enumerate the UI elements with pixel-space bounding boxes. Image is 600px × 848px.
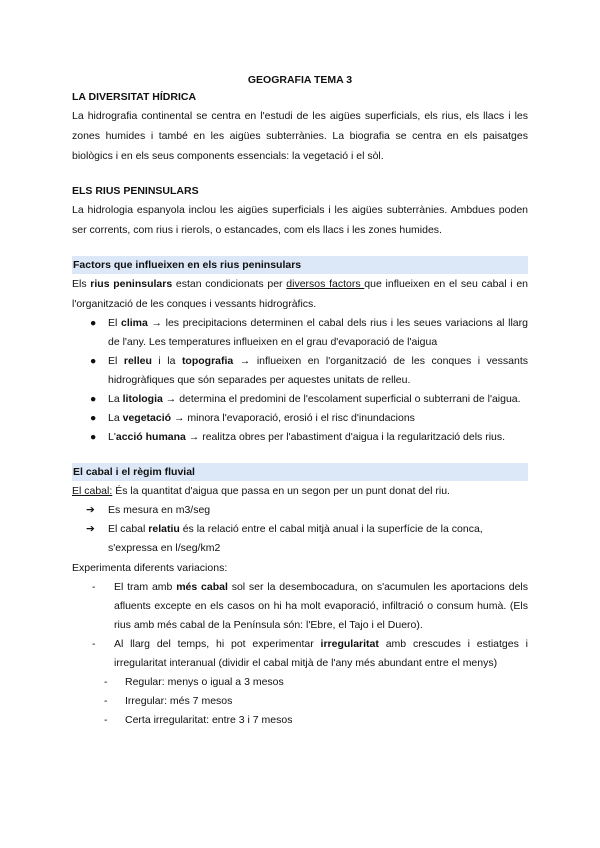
dash-icon: - xyxy=(104,714,108,726)
list-item: ➔ El cabal relatiu és la relació entre el cabal mitjà anual i la superfície de la conca, s'expressa en l/seg/km2 xyxy=(86,520,528,558)
section-heading-diversitat: LA DIVERSITAT HÍDRICA xyxy=(72,91,197,103)
list-item: - Regular: menys o igual a 3 mesos xyxy=(104,673,528,692)
bullet-icon: ● xyxy=(90,393,97,405)
paragraph-factors-intro: Els rius peninsulars estan condicionats per diversos factors que influeixen en el seu cabal i en l'organització de les conques i vessants hidrogràfics. xyxy=(72,278,529,310)
bullet-icon: ● xyxy=(90,317,97,329)
section-heading-rius: ELS RIUS PENINSULARS xyxy=(72,185,199,197)
dash-icon: - xyxy=(104,695,108,707)
paragraph-rius: La hidrologia espanyola inclou les aigües superficials i les aigües subterrànies. Ambdues poden ser corrents, com rius i rierols, o estancades, com els llacs i les zones humides. xyxy=(72,204,528,236)
document-title: GEOGRAFIA TEMA 3 xyxy=(247,74,353,86)
factors-list xyxy=(90,314,528,447)
irregularitat-sublist xyxy=(104,673,528,730)
arrow-icon: ➔ xyxy=(86,523,95,535)
list-item: - Irregular: més 7 mesos xyxy=(104,692,528,711)
bullet-icon: ● xyxy=(90,412,97,424)
paragraph-diversitat: La hidrografia continental se centra en l'estudi de les aigües superficials, els rius, els llacs i les zones humides i també en les aigües subterrànies. La biografia se centra en els paisatges biològics i en els seus components essencials: la vegetació i el sòl. xyxy=(72,110,528,162)
list-item: - El tram amb més cabal sol ser la desembocadura, on s'acumulen les aportacions dels afluents excepte en els casos on hi ha molt evaporació, infiltració o consum humà. (Els rius amb més cabal de la Península són: l'Ebre, el Tajo i el Duero). xyxy=(92,578,528,635)
section-heading-factors: Factors que influeixen en els rius peninsulars xyxy=(72,256,528,274)
arrow-icon: ➔ xyxy=(86,504,95,516)
paragraph-variacions: Experimenta diferents variacions: xyxy=(72,562,228,574)
list-item: ● La vegetació → minora l'evaporació, erosió i el risc d'inundacions xyxy=(94,409,528,428)
list-item: ● L'acció humana → realitza obres per l'abastiment d'aigua i la regularització dels rius. xyxy=(94,428,528,447)
list-item: - Certa irregularitat: entre 3 i 7 mesos xyxy=(104,711,528,730)
dash-icon: - xyxy=(104,676,108,688)
bullet-icon: ● xyxy=(90,355,97,367)
section-heading-cabal: El cabal i el règim fluvial xyxy=(72,463,528,481)
variacions-list xyxy=(92,578,528,673)
dash-icon: - xyxy=(92,638,96,650)
list-item: ● El clima → les precipitacions determinen el cabal dels rius i les seues variacions al llarg de l'any. Les temperatures influeixen en el grau d'evaporació de l'aigua xyxy=(94,314,528,352)
dash-icon: - xyxy=(92,581,96,593)
list-item: ● La litologia → determina el predomini de l'escolament superficial o subterrani de l'aigua. xyxy=(94,390,528,409)
list-item: ➔ Es mesura en m3/seg xyxy=(86,501,528,520)
list-item: ● El relleu i la topografia → influeixen en l'organització de les conques i vessants hidrogràfiques que són separades per aquestes unitats de relleu. xyxy=(94,352,528,390)
cabal-arrow-list xyxy=(86,501,528,558)
list-item: - Al llarg del temps, hi pot experimentar irregularitat amb crescudes i estiatges i irregularitat interanual (dividir el cabal mitjà de l'any més abundant entre el menys) xyxy=(92,635,528,673)
bullet-icon: ● xyxy=(90,431,97,443)
paragraph-cabal-definition: El cabal: És la quantitat d'aigua que passa en un segon per un punt donat del riu. xyxy=(72,485,450,497)
